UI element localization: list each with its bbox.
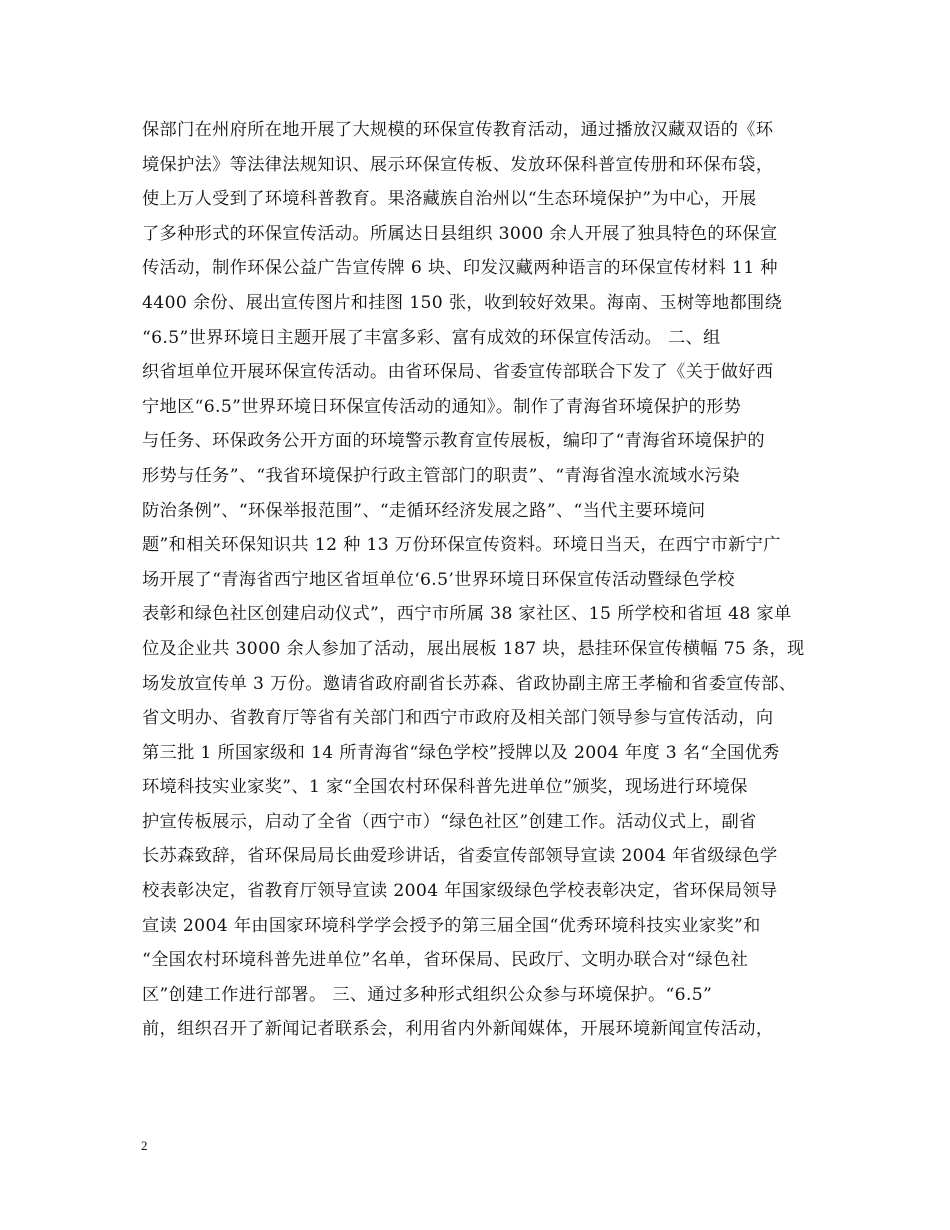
text-line-13: 题”和相关环保知识共 12 种 13 万份环保宣传资料。环境日当天，在西宁市新宁广 — [142, 535, 781, 556]
text-line-4: 了多种形式的环保宣传活动。所属达日县组织 3000 余人开展了独具特色的环保宣 — [142, 223, 778, 244]
text-line-5: 传活动，制作环保公益广告宣传牌 6 块、印发汉藏两种语言的环保宣传材料 11 种 — [142, 258, 778, 279]
text-line-15: 表彰和绿色社区创建启动仪式”，西宁市所属 38 家社区、15 所学校和省垣 48 家单 — [142, 604, 792, 625]
text-line-22: 长苏森致辞，省环保局局长曲爱珍讲话，省委宣传部领导宣读 2004 年省级绿色学 — [142, 846, 778, 867]
text-line-14: 场开展了“青海省西宁地区省垣单位‘6.5’世界环境日环保宣传活动暨绿色学校 — [142, 569, 735, 590]
text-line-10: 与任务、环保政务公开方面的环境警示教育宣传展板，编印了“青海省环境保护的 — [142, 431, 765, 452]
text-line-2: 境保护法》等法律法规知识、展示环保宣传板、发放环保科普宣传册和环保布袋， — [142, 154, 774, 175]
text-line-17: 场发放宣传单 3 万份。邀请省政府副省长苏森、省政协副主席王孝榆和省委宣传部、 — [142, 673, 797, 694]
text-line-18: 省文明办、省教育厅等省有关部门和西宁市政府及相关部门领导参与宣传活动，向 — [142, 708, 774, 729]
text-line-8: 织省垣单位开展环保宣传活动。由省环保局、省委宣传部联合下发了《关于做好西 — [142, 362, 774, 383]
text-line-25: “全国农村环境科普先进单位”名单，省环保局、民政厅、文明办联合对“绿色社 — [142, 950, 749, 971]
text-line-27: 前，组织召开了新闻记者联系会，利用省内外新闻媒体，开展环境新闻宣传活动， — [142, 1019, 774, 1040]
body-text — [142, 113, 822, 1047]
text-line-6: 4400 余份、展出宣传图片和挂图 150 张，收到较好效果。海南、玉树等地都围绕 — [142, 292, 783, 313]
text-line-3: 使上万人受到了环境科普教育。果洛藏族自治州以“生态环境保护”为中心，开展 — [142, 189, 757, 210]
text-line-19: 第三批 1 所国家级和 14 所青海省“绿色学校”授牌以及 2004 年度 3 名“全国优秀 — [142, 742, 780, 763]
page-number: 2 — [141, 1138, 148, 1153]
text-line-7: “6.5”世界环境日主题开展了丰富多彩、富有成效的环保宣传活动。 二、组 — [142, 327, 721, 348]
text-line-9: 宁地区“6.5”世界环境日环保宣传活动的通知》。制作了青海省环境保护的形势 — [142, 396, 742, 417]
text-line-12: 防治条例”、“环保举报范围”、“走循环经济发展之路”、“当代主要环境问 — [142, 500, 706, 521]
text-line-23: 校表彰决定，省教育厅领导宣读 2004 年国家级绿色学校表彰决定，省环保局领导 — [142, 881, 778, 902]
text-line-1: 保部门在州府所在地开展了大规模的环保宣传教育活动，通过播放汉藏双语的《环 — [142, 120, 774, 140]
text-line-11: 形势与任务”、“我省环境保护行政主管部门的职责”、“青海省湟水流域水污染 — [142, 465, 740, 486]
text-line-24: 宣读 2004 年由国家环境科学学会授予的第三届全国“优秀环境科技实业家奖”和 — [142, 915, 761, 936]
text-line-26: 区”创建工作进行部署。 三、通过多种形式组织公众参与环境保护。“6.5” — [142, 984, 713, 1005]
text-line-21: 护宣传板展示，启动了全省（西宁市）“绿色社区”创建工作。活动仪式上，副省 — [142, 811, 757, 832]
text-line-20: 环境科技实业家奖”、1 家“全国农村环保科普先进单位”颁奖，现场进行环境保 — [142, 777, 748, 798]
text-line-16: 位及企业共 3000 余人参加了活动，展出展板 187 块，悬挂环保宣传横幅 75 条，现 — [142, 638, 805, 659]
